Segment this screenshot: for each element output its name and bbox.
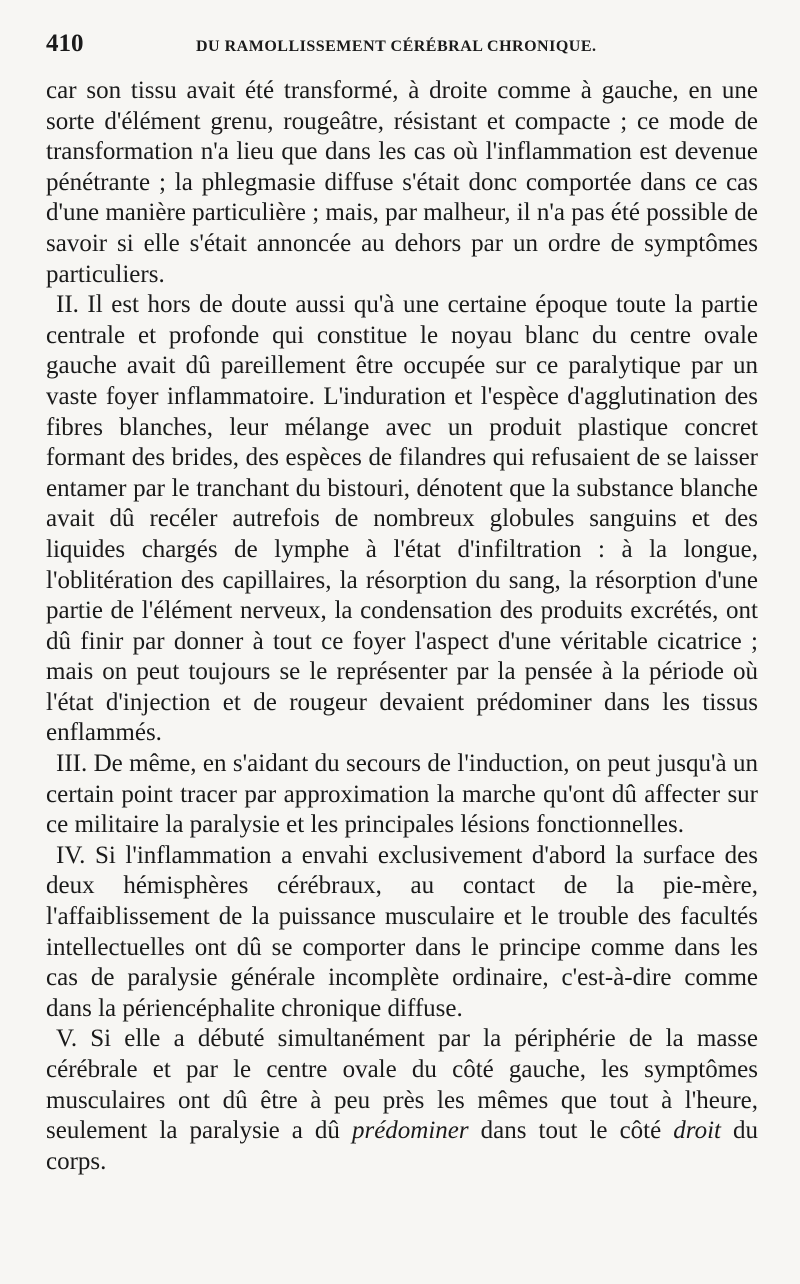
paragraph-continued: car son tissu avait été transformé, à droite comme à gauche, en une sorte d'élément grenu, rougeâtre, résistant et compacte ; ce mode de transformation n'a lieu que dans les cas où l'inflammation est devenue pénétrante ; la phlegmasie diffuse s'était donc comportée dans ce cas d'une manière particulière ; mais, par malheur, il n'a pas été possible de savoir si elle s'était annoncée au dehors par un ordre de symptômes particuliers. [46,77,758,288]
paragraph-v-pre: V. Si elle a débuté simultanément par la périphérie de la masse cérébrale et par le centre ovale du côté gauche, les symptômes musculaires ont dû être à peu près les mêmes que tout à l'heure, seulement la paralysie a dû [46,1025,758,1145]
paragraph-ii: II. Il est hors de doute aussi qu'à une certaine époque toute la partie centrale et profonde qui constitue le noyau blanc du centre ovale gauche avait dû pareillement être occupée sur ce paralytique par un vaste foyer inflammatoire. L'induration et l'espèce d'agglutination des fibres blanches, leur mélange avec un produit plastique concret formant des brides, des espèces de filandres qui refusaient de se laisser entamer par le tranchant du bistouri, dénotent que la substance blanche avait dû recéler autrefois de nombreux globules sanguins et des liquides chargés de lymphe à l'état d'infiltration : à la longue, l'oblitération des capillaires, la résorption du sang, la résorption d'une partie de l'élément nerveux, la condensation des produits excrétés, ont dû finir par donner à tout ce foyer l'aspect d'une véritable cicatrice ; mais on peut toujours se le représenter par la pensée à la période où l'état d'injection et de rougeur devaient prédominer dans les tissus enflammés. [46,291,758,747]
paragraph-iv: IV. Si l'inflammation a envahi exclusivement d'abord la surface des deux hémisphères cérébraux, au contact de la pie-mère, l'affaiblissement de la puissance musculaire et le trouble des facultés intellectuelles ont dû se comporter dans le principe comme dans les cas de paralysie générale incomplète ordinaire, c'est-à-dire comme dans la périencéphalite chronique diffuse. [46,841,758,1022]
emphasis-predominer: prédominer [351,1117,469,1145]
paragraph-v-post: du corps. [46,1117,759,1175]
emphasis-droit: droit [673,1117,721,1145]
paragraph-v-mid: dans tout le côté [480,1117,662,1145]
page-number: 410 [46,30,84,57]
running-title: DU RAMOLLISSEMENT CÉRÉBRAL CHRONIQUE. [196,38,597,55]
page-header [46,30,758,70]
body-text [46,76,758,1177]
paragraph-iii: III. De même, en s'aidant du secours de l'induction, on peut jusqu'à un certain point tracer par approximation la marche qu'ont dû affecter sur ce militaire la paralysie et les principales lésions fonctionnelles. [46,750,758,839]
paragraph-v [46,1024,758,1177]
